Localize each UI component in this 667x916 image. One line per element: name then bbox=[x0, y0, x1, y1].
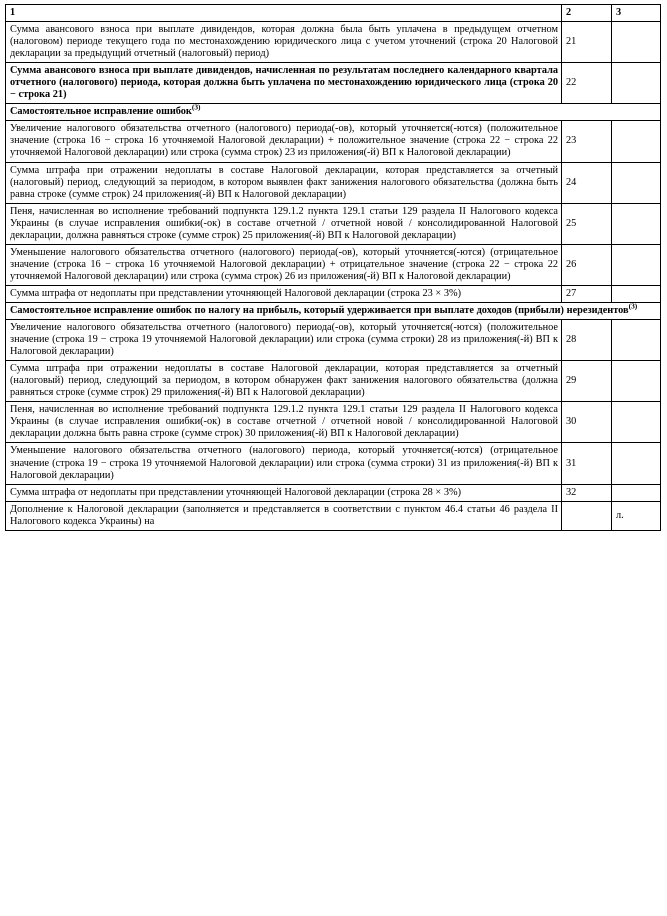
table-row bbox=[6, 402, 661, 443]
row-value-cell[interactable] bbox=[612, 22, 661, 63]
column-header-1: 1 bbox=[6, 5, 562, 22]
column-header-3: 3 bbox=[612, 5, 661, 22]
section-header bbox=[6, 104, 661, 121]
table-row bbox=[6, 285, 661, 302]
row-number[interactable]: 32 bbox=[562, 484, 612, 501]
section-header-label: Самостоятельное исправление ошибок по налогу на прибыль, который удерживается при выплате доходов (прибыли) нерезидентов bbox=[10, 304, 629, 316]
row-label: Увеличение налогового обязательства отчетного (налогового) периода(-ов), который уточняется(-ются) (положительное значение (строка 19 − строка 19 уточняемой Налоговой декларации) или строка (сумма строки) 28 из приложения(-й) ВП к Налоговой декларации) bbox=[6, 320, 562, 361]
row-value-cell[interactable] bbox=[612, 244, 661, 285]
section-header-row bbox=[6, 104, 661, 121]
row-value-cell[interactable] bbox=[612, 320, 661, 361]
row-value-cell[interactable] bbox=[612, 443, 661, 484]
row-number[interactable]: 30 bbox=[562, 402, 612, 443]
row-unit: л. bbox=[612, 501, 661, 530]
row-value-cell[interactable] bbox=[612, 162, 661, 203]
table-row bbox=[6, 162, 661, 203]
row-value-cell[interactable] bbox=[612, 484, 661, 501]
table-row bbox=[6, 244, 661, 285]
section-header-label: Самостоятельное исправление ошибок bbox=[10, 106, 192, 118]
table-row bbox=[6, 63, 661, 104]
row-label: Сумма авансового взноса при выплате дивидендов, начисленная по результатам последнего календарного квартала отчетного (налогового) периода, которая должна быть уплачена по местонахождению юридического лица (строка 20 − строка 21) bbox=[6, 63, 562, 104]
row-number[interactable] bbox=[562, 501, 612, 530]
row-number[interactable]: 24 bbox=[562, 162, 612, 203]
row-value-cell[interactable] bbox=[612, 63, 661, 104]
section-header bbox=[6, 302, 661, 319]
row-number[interactable]: 22 bbox=[562, 63, 612, 104]
table-row bbox=[6, 443, 661, 484]
table-header-row bbox=[6, 5, 661, 22]
table-row bbox=[6, 203, 661, 244]
row-label: Сумма авансового взноса при выплате дивидендов, которая должна была быть уплачена в предыдущем отчетном (налоговом) периоде текущего года по местонахождению юридического лица с учетом уточнений (строка 20 Налоговой декларации за предыдущий отчетный (налоговый) период) bbox=[6, 22, 562, 63]
row-label: Увеличение налогового обязательства отчетного (налогового) периода(-ов), который уточняется(-ются) (положительное значение (строка 16 − строка 16 уточняемой Налоговой декларации) + положительное значение (строка 22 − строка 22 уточняемой Налоговой декларации) или строка (сумма строк) 23 из приложения(-й) ВП к Налоговой декларации) bbox=[6, 121, 562, 162]
table-row-final bbox=[6, 501, 661, 530]
row-number[interactable]: 28 bbox=[562, 320, 612, 361]
declaration-table bbox=[5, 4, 661, 531]
row-label: Уменьшение налогового обязательства отчетного (налогового) периода, который уточняется(-ются) (отрицательное значение (строка 19 − строка 19 уточняемой Налоговой декларации) или строка (сумма строки) 31 из приложения(-й) ВП к Налоговой декларации) bbox=[6, 443, 562, 484]
table-row bbox=[6, 320, 661, 361]
table-body bbox=[6, 5, 661, 531]
row-label: Дополнение к Налоговой декларации (заполняется и представляется в соответствии с пунктом 46.4 статьи 46 раздела II Налогового кодекса Украины) на bbox=[6, 501, 562, 530]
row-number[interactable]: 31 bbox=[562, 443, 612, 484]
row-value-cell[interactable] bbox=[612, 285, 661, 302]
section-header-row bbox=[6, 302, 661, 319]
column-header-2: 2 bbox=[562, 5, 612, 22]
row-label: Уменьшение налогового обязательства отчетного (налогового) периода(-ов), который уточняется(-ются) (отрицательное значение (строка 16 − строка 16 уточняемой Налоговой декларации) + отрицательное значение (строка 22 − строка 22 уточняемой Налоговой декларации) или строка (сумма строк) 26 из приложения(-й) ВП к Налоговой декларации) bbox=[6, 244, 562, 285]
row-number[interactable]: 27 bbox=[562, 285, 612, 302]
row-label: Сумма штрафа при отражении недоплаты в составе Налоговой декларации, которая представляется за отчетный (налоговый) период, следующий за периодом, в котором обнаружен факт занижения налогового обязательства (должна равняться строке (сумме строк) 29 приложения(-й) ВП к Налоговой декларации) bbox=[6, 361, 562, 402]
table-row bbox=[6, 121, 661, 162]
row-number[interactable]: 26 bbox=[562, 244, 612, 285]
row-value-cell[interactable] bbox=[612, 402, 661, 443]
document-page bbox=[0, 4, 667, 916]
row-number[interactable]: 23 bbox=[562, 121, 612, 162]
row-number[interactable]: 21 bbox=[562, 22, 612, 63]
row-value-cell[interactable] bbox=[612, 203, 661, 244]
row-number[interactable]: 25 bbox=[562, 203, 612, 244]
row-label: Сумма штрафа от недоплаты при представлении уточняющей Налоговой декларации (строка 23 × 3%) bbox=[6, 285, 562, 302]
row-number[interactable]: 29 bbox=[562, 361, 612, 402]
row-label: Пеня, начисленная во исполнение требований подпункта 129.1.2 пункта 129.1 статьи 129 раздела II Налогового кодекса Украины (в случае исправления ошибки(-ок) в составе отчетной / отчетной новой / консолидированной Налоговой декларации должна быть равна строке (сумме строк) 30 приложения(-й) ВП к Налоговой декларации) bbox=[6, 402, 562, 443]
table-row bbox=[6, 484, 661, 501]
table-row bbox=[6, 22, 661, 63]
table-row bbox=[6, 361, 661, 402]
row-label: Сумма штрафа от недоплаты при представлении уточняющей Налоговой декларации (строка 28 × 3%) bbox=[6, 484, 562, 501]
row-label: Сумма штрафа при отражении недоплаты в составе Налоговой декларации, которая представляется за отчетный (налоговый) период, следующий за периодом, в котором выявлен факт занижения налогового обязательства (должна быть равна строке (сумме строк) 24 приложения(-й) ВП к Налоговой декларации) bbox=[6, 162, 562, 203]
row-value-cell[interactable] bbox=[612, 361, 661, 402]
row-value-cell[interactable] bbox=[612, 121, 661, 162]
footnote-marker: (3) bbox=[628, 301, 638, 311]
row-label: Пеня, начисленная во исполнение требований подпункта 129.1.2 пункта 129.1 статьи 129 раздела II Налогового кодекса Украины (в случае исправления ошибки(-ок) в составе отчетной / отчетной новой / консолидированной Налоговой декларации, должна равняться строке (сумме строк) 25 приложения(-й) ВП к Налоговой декларации) bbox=[6, 203, 562, 244]
footnote-marker: (3) bbox=[191, 102, 201, 112]
